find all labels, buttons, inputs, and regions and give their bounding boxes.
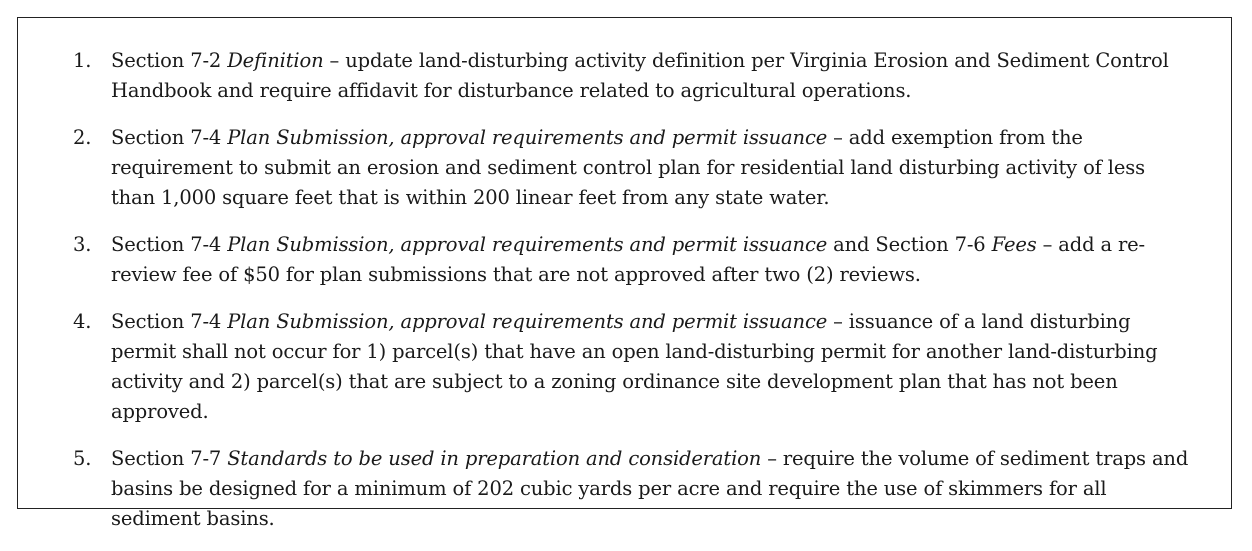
section-reference: Section 7-4 xyxy=(111,310,228,333)
section-title: Standards to be used in preparation and consideration xyxy=(227,447,762,470)
section-title: Plan Submission, approval requirements and permit issuance xyxy=(227,233,828,256)
list-item xyxy=(18,46,1231,106)
item-number: 2. xyxy=(73,126,92,149)
item-number: 5. xyxy=(73,447,92,470)
list-item xyxy=(18,444,1231,534)
item-description: – add exemption from the requirement to submit an erosion and sediment control plan for residential land disturbing activity of less than 1,000 square feet that is within 200 linear feet from any state water. xyxy=(111,126,1145,209)
section-title: Definition xyxy=(227,49,324,72)
document-box xyxy=(17,17,1232,530)
section-reference: Section 7-4 xyxy=(111,126,228,149)
section-title-2: Fees xyxy=(991,233,1037,256)
list-item xyxy=(18,230,1231,290)
section-title: Plan Submission, approval requirements and permit issuance xyxy=(227,126,828,149)
item-description: – update land-disturbing activity definition per Virginia Erosion and Sediment Control Handbook and require affidavit for disturbance related to agricultural operations. xyxy=(111,49,1169,102)
list-item xyxy=(18,307,1231,427)
item-description: – require the volume of sediment traps and basins be designed for a minimum of 202 cubic yards per acre and require the use of skimmers for all sediment basins. xyxy=(111,447,1189,530)
list-item xyxy=(18,123,1231,213)
amendments-list xyxy=(18,46,1231,551)
item-number: 3. xyxy=(73,233,92,256)
item-number: 1. xyxy=(73,49,92,72)
section-reference-2: and Section 7-6 xyxy=(827,233,992,256)
item-number: 4. xyxy=(73,310,92,333)
section-reference: Section 7-7 xyxy=(111,447,228,470)
item-description: – issuance of a land disturbing permit shall not occur for 1) parcel(s) that have an open land-disturbing permit for another land-disturbing activity and 2) parcel(s) that are subject to a zoning ordinance site development plan that has not been approved. xyxy=(111,310,1158,423)
section-reference: Section 7-4 xyxy=(111,233,228,256)
section-title: Plan Submission, approval requirements and permit issuance xyxy=(227,310,828,333)
section-reference: Section 7-2 xyxy=(111,49,228,72)
item-description: – add a re-review fee of $50 for plan submissions that are not approved after two (2) reviews. xyxy=(111,233,1145,286)
